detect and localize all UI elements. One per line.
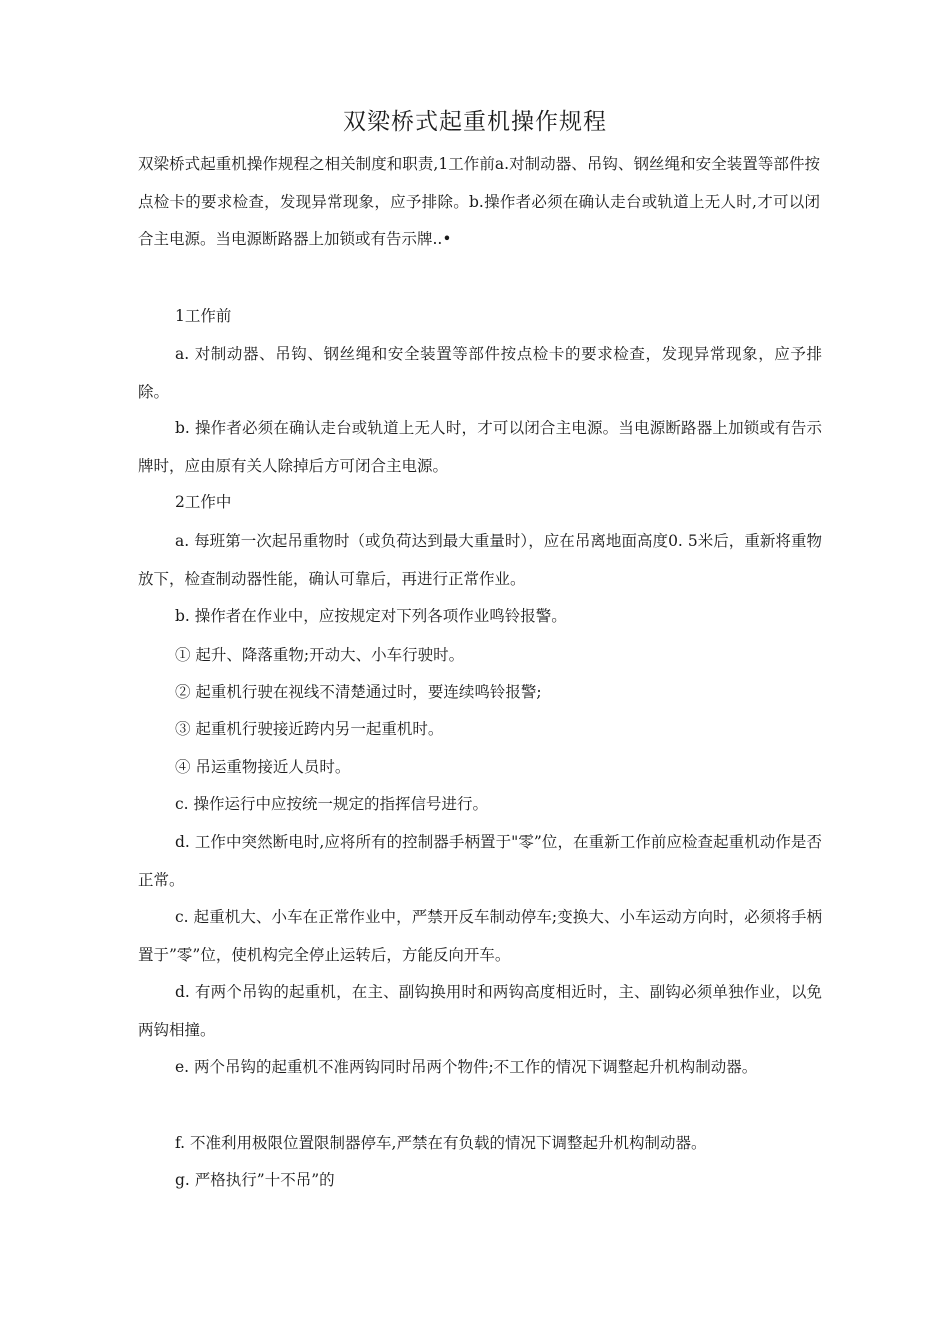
section-2-heading: 2工作中 [175, 493, 232, 511]
section-2-item-b2: ② 起重机行驶在视线不清楚通过时，要连续鸣铃报警; [175, 683, 542, 701]
section-2-item-d2: d. 有两个吊钩的起重机，在主、副钩换用时和两钩高度相近时，主、副钩必须单独作业，以免两钩相撞。 [138, 983, 822, 1039]
section-2-item-b: b. 操作者在作业中，应按规定对下列各项作业鸣铃报警。 [175, 607, 567, 625]
section-2-item-f: f. 不准利用极限位置限制器停车,严禁在有负载的情况下调整起升机构制动器。 [175, 1134, 707, 1152]
section-1-item-a: a. 对制动器、吊钩、钢丝绳和安全装置等部件按点检卡的要求检查，发现异常现象，应予排除。 [138, 345, 822, 401]
section-2-item-g: g. 严格执行”十不吊”的 [175, 1171, 335, 1189]
section-1-heading: 1工作前 [175, 307, 232, 325]
section-2-item-c: c. 操作运行中应按统一规定的指挥信号进行。 [175, 795, 489, 813]
section-2-item-b3: ③ 起重机行驶接近跨内另一起重机时。 [175, 720, 444, 738]
document-title: 双梁桥式起重机操作规程 [343, 109, 607, 135]
section-2-item-d: d. 工作中突然断电时,应将所有的控制器手柄置于"零”位，在重新工作前应检查起重机动作是否正常。 [138, 833, 822, 889]
section-2-item-b1: ① 起升、降落重物;开动大、小车行驶时。 [175, 646, 465, 664]
intro-paragraph: 双梁桥式起重机操作规程之相关制度和职责,1工作前a.对制动器、吊钩、钢丝绳和安全装置等部件按点检卡的要求检查，发现异常现象，应予排除。b.操作者必须在确认走台或轨道上无人时,才可以闭合主电源。当电源断路器上加锁或有告示牌..• [138, 155, 820, 248]
section-2-item-e: e. 两个吊钩的起重机不准两钩同时吊两个物件;不工作的情况下调整起升机构制动器。 [175, 1058, 758, 1076]
section-1-item-b: b. 操作者必须在确认走台或轨道上无人时，才可以闭合主电源。当电源断路器上加锁或有告示牌时，应由原有关人除掉后方可闭合主电源。 [138, 419, 822, 475]
section-2-item-b4: ④ 吊运重物接近人员时。 [175, 758, 351, 776]
section-2-item-a: a. 每班第一次起吊重物时（或负荷达到最大重量时），应在吊离地面高度0. 5米后，重新将重物放下，检查制动器性能，确认可靠后，再进行正常作业。 [138, 532, 822, 588]
section-2-item-c2: c. 起重机大、小车在正常作业中，严禁开反车制动停车;变换大、小车运动方向时，必须将手柄置于”零”位，使机构完全停止运转后，方能反向开车。 [138, 908, 822, 964]
